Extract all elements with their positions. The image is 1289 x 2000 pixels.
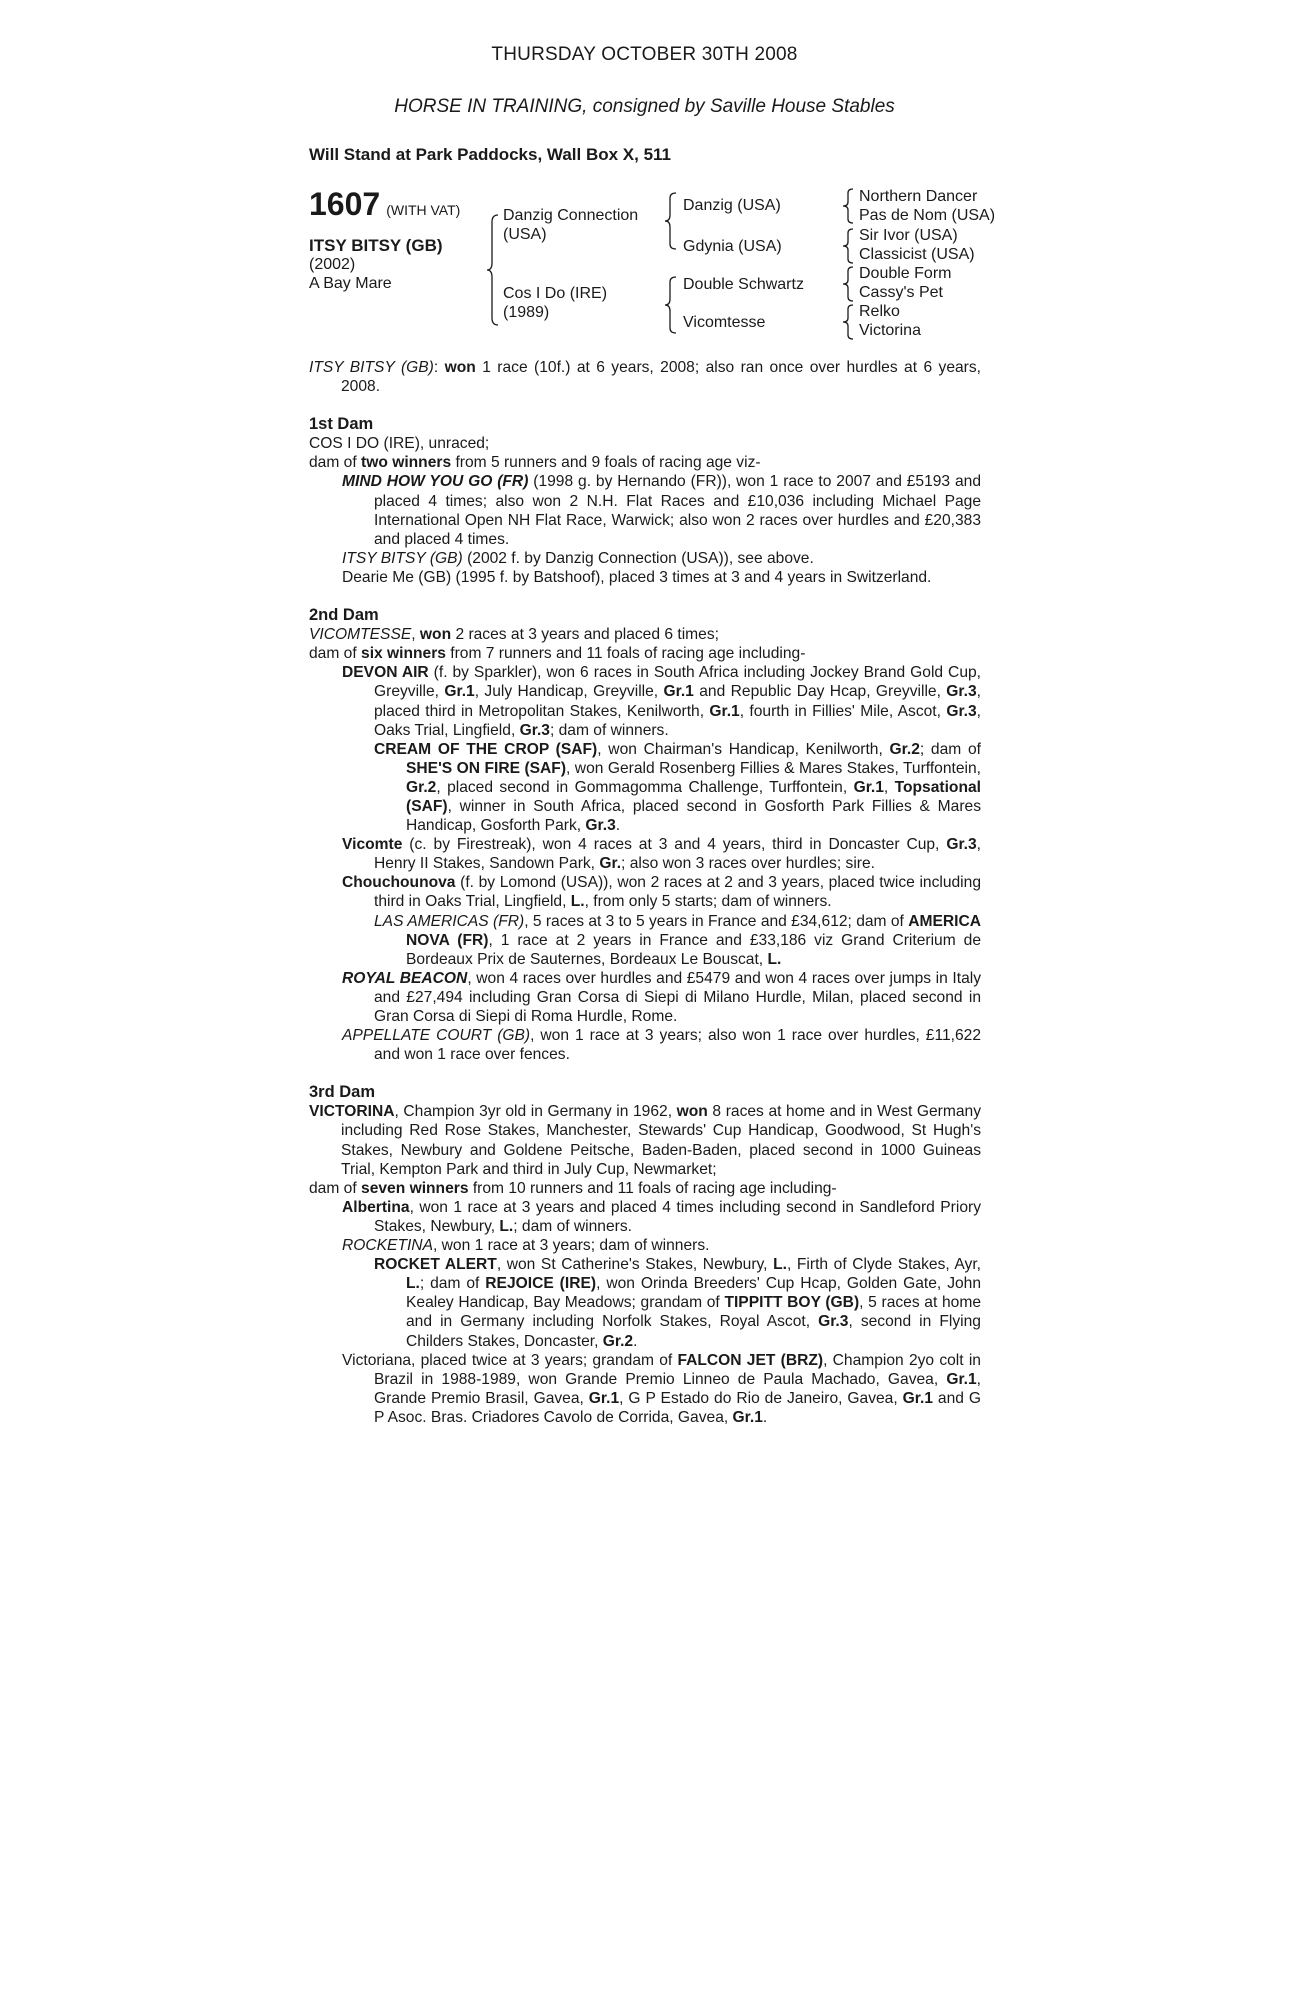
entry-royal-beacon: ROYAL BEACON, won 4 races over hurdles and £5479 and won 4 races over jumps in Italy and £27,494 including Gran Corsa di Siepi di Milano Hurdle, Milan, placed second in Gran Corsa di Siepi di Roma Hurdle, Rome. xyxy=(342,969,982,1025)
third-dam-heading: 3rd Dam xyxy=(309,1083,376,1102)
pedigree-dam: Cos I Do (IRE) (1989) xyxy=(503,285,608,321)
lot-header xyxy=(309,186,460,223)
second-dam-heading: 2nd Dam xyxy=(309,606,379,625)
entry-itsy-bitsy: ITSY BITSY (GB) (2002 f. by Danzig Connection (USA)), see above. xyxy=(342,549,814,567)
pedigree-brace-g4 xyxy=(842,304,855,340)
entry-albertina: Albertina, won 1 race at 3 years and placed 4 times including second in Sandleford Priory Stakes, Newbury, L.; dam of winners. xyxy=(342,1198,981,1235)
horse-year: (2002) xyxy=(309,256,356,273)
pedigree-g3: Sir Ivor (USA) xyxy=(859,227,958,244)
entry-vicomte: Vicomte (c. by Firestreak), won 4 races at 3 and 4 years, third in Doncaster Cup, Gr.3, Henry II Stakes, Sandown Park, Gr.; also won 3 races over hurdles; sire. xyxy=(342,836,981,873)
entry-appellate-court: APPELLATE COURT (GB), won 1 race at 3 years; also won 1 race over hurdles, £11,622 and won 1 race over fences. xyxy=(342,1027,981,1064)
pedigree-sire-sire: Danzig (USA) xyxy=(683,197,781,214)
consignment-title: HORSE IN TRAINING, consigned by Saville House Stables xyxy=(394,96,895,117)
pedigree-brace-sire xyxy=(664,192,678,250)
lot-number: 1607 xyxy=(309,186,381,222)
third-dam-produce: dam of seven winners from 10 runners and 11 foals of racing age including- xyxy=(309,1179,837,1197)
entry-victoriana: Victoriana, placed twice at 3 years; grandam of FALCON JET (BRZ), Champion 2yo colt in Brazil in 1988-1989, won Grande Premio Linneo de Paula Machado, Gavea, Gr.1, Grande Premio Brasil, Gavea, Gr.1, G P Estado do Rio de Janeiro, Gavea, Gr.1 and G P Asoc. Bras. Criadores Cavolo de Corrida, Gavea, Gr.1. xyxy=(342,1351,982,1426)
pedigree-dam-sire: Double Schwartz xyxy=(683,276,804,293)
third-dam-line: VICTORINA, Champion 3yr old in Germany in 1962, won 8 races at home and in West Germany including Red Rose Stakes, Manchester, Stewards' Cup Handicap, Goodwood, St Hugh's Stakes, Newbury and Goldene Peitsche, Baden-Baden, placed second in 1000 Guineas Trial, Kempton Park and third in July Cup, Newmarket; xyxy=(309,1103,982,1178)
pedigree-brace-g3 xyxy=(842,266,855,302)
pedigree-g8: Victorina xyxy=(859,322,921,339)
sale-date: THURSDAY OCTOBER 30TH 2008 xyxy=(491,44,798,65)
entry-dearie-me: Dearie Me (GB) (1995 f. by Batshoof), placed 3 times at 3 and 4 years in Switzerland. xyxy=(342,568,932,586)
stand-location: Will Stand at Park Paddocks, Wall Box X, 511 xyxy=(309,145,672,164)
pedigree-sire: Danzig Connection (USA) xyxy=(503,207,639,243)
second-dam-line: VICOMTESSE, won 2 races at 3 years and placed 6 times; xyxy=(309,626,719,644)
first-dam-heading: 1st Dam xyxy=(309,415,374,434)
pedigree-sire-dam: Gdynia (USA) xyxy=(683,238,782,255)
entry-rocket-alert: ROCKET ALERT, won St Catherine's Stakes, Newbury, L., Firth of Clyde Stakes, Ayr, L.; dam of REJOICE (IRE), won Orinda Breeders' Cup Hcap, Golden Gate, John Kealey Handicap, Bay Meadows; grandam of TIPPITT BOY (GB), 5 races at home and in Germany including Norfolk Stakes, Royal Ascot, Gr.3, second in Flying Childers Stakes, Doncaster, Gr.2. xyxy=(374,1256,982,1350)
second-dam-produce: dam of six winners from 7 runners and 11 foals of racing age including- xyxy=(309,645,806,663)
pedigree-brace-g1 xyxy=(842,188,855,224)
pedigree-g5: Double Form xyxy=(859,265,952,282)
first-dam-line: COS I DO (IRE), unraced; xyxy=(309,435,490,453)
pedigree-brace-g2 xyxy=(842,228,855,264)
entry-chouchounova: Chouchounova (f. by Lomond (USA)), won 2 races at 2 and 3 years, placed twice including third in Oaks Trial, Lingfield, L., from only 5 starts; dam of winners. xyxy=(342,874,981,911)
entry-cream-of-the-crop: CREAM OF THE CROP (SAF), won Chairman's Handicap, Kenilworth, Gr.2; dam of SHE'S ON FIRE (SAF), won Gerald Rosenberg Fillies & Mares Stakes, Turffontein, Gr.2, placed second in Gommagomma Challenge, Turffontein, Gr.1, Topsational (SAF), winner in South Africa, placed second in Gosforth Park Fillies & Mares Handicap, Gosforth Park, Gr.3. xyxy=(374,740,981,835)
horse-description: A Bay Mare xyxy=(309,275,392,292)
vat-note: (WITH VAT) xyxy=(386,202,461,218)
pedigree-g1: Northern Dancer xyxy=(859,188,978,205)
entry-devon-air: DEVON AIR (f. by Sparkler), won 6 races in South Africa including Jockey Brand Gold Cup, Greyville, Gr.1, July Handicap, Greyville, Gr.1 and Republic Day Hcap, Greyville, Gr.3, placed third in Metropolitan Stakes, Kenilworth, Gr.1, fourth in Fillies' Mile, Ascot, Gr.3, Oaks Trial, Lingfield, Gr.3; dam of winners. xyxy=(342,664,981,739)
horse-name: ITSY BITSY (GB) xyxy=(309,236,443,255)
pedigree-g6: Cassy's Pet xyxy=(859,284,943,301)
pedigree-brace-dam xyxy=(664,276,678,334)
race-record-summary: ITSY BITSY (GB): won 1 race (10f.) at 6 years, 2008; also ran once over hurdles at 6 years, 2008. xyxy=(309,359,981,396)
pedigree-brace-main xyxy=(486,214,500,326)
entry-las-americas: LAS AMERICAS (FR), 5 races at 3 to 5 years in France and £34,612; dam of AMERICA NOVA (FR), 1 race at 2 years in France and £33,186 viz Grand Criterium de Bordeaux Prix de Sauternes, Bordeaux Le Bouscat, L. xyxy=(374,912,982,968)
catalogue-body xyxy=(309,358,981,1427)
entry-mind-how-you-go: MIND HOW YOU GO (FR) (1998 g. by Hernando (FR)), won 1 race to 2007 and £5193 and placed 4 times; also won 2 N.H. Flat Races and £10,036 including Michael Page International Open NH Flat Race, Warwick; also won 2 races over hurdles and £20,383 and placed 4 times. xyxy=(342,473,981,548)
pedigree-g7: Relko xyxy=(859,303,900,320)
pedigree-dam-dam: Vicomtesse xyxy=(683,314,766,331)
entry-rocketina: ROCKETINA, won 1 race at 3 years; dam of winners. xyxy=(342,1237,710,1255)
pedigree-g2: Pas de Nom (USA) xyxy=(859,207,996,224)
pedigree-g4: Classicist (USA) xyxy=(859,246,975,263)
first-dam-produce: dam of two winners from 5 runners and 9 foals of racing age viz- xyxy=(309,454,761,472)
